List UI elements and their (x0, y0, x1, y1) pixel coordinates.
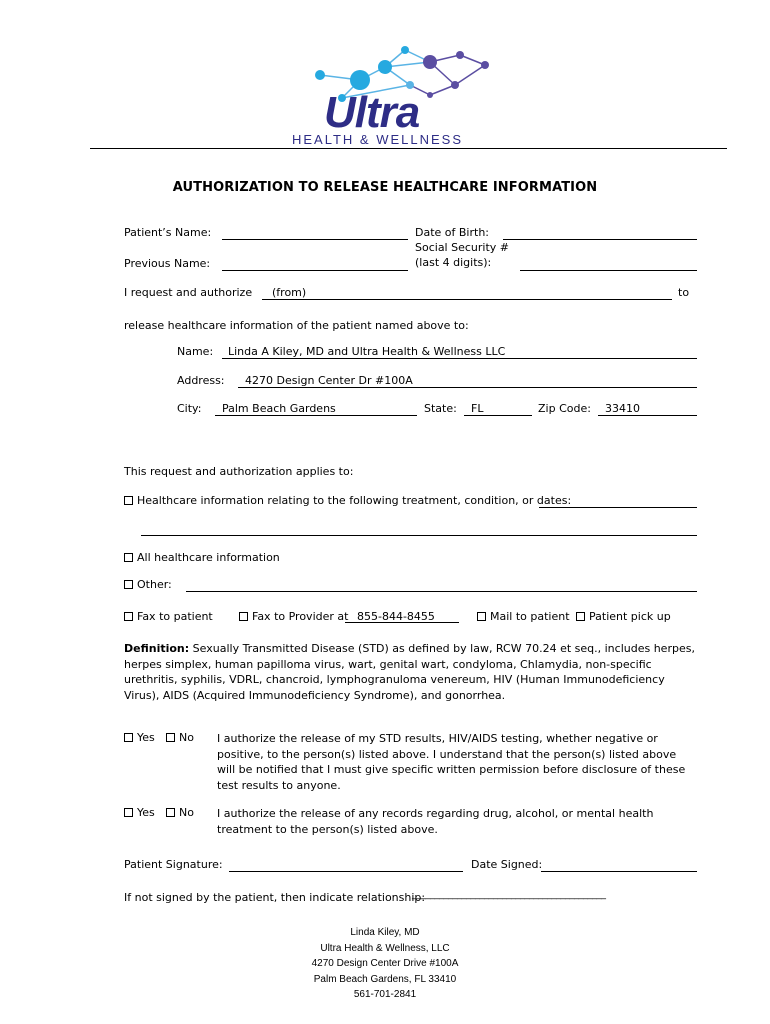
form-title: AUTHORIZATION TO RELEASE HEALTHCARE INFORMATION (172, 180, 598, 195)
footer-city: Palm Beach Gardens, FL 33410 (313, 973, 457, 985)
recipient-address-label: Address: (177, 374, 225, 387)
footer-name: Linda Kiley, MD (350, 927, 420, 938)
fax-patient-label: Fax to patient (137, 610, 213, 623)
relationship-label: If not signed by the patient, then indicate relationship: (124, 891, 426, 904)
ssn-sub-label: (last 4 digits): (415, 256, 492, 269)
option-all[interactable] (124, 551, 280, 564)
footer-company: Ultra Health & Wellness, LLC (320, 942, 450, 954)
logo-subtitle: HEALTH & WELLNESS (292, 132, 464, 147)
checkbox-fax-patient[interactable] (124, 612, 133, 621)
drug-no-label: No (179, 806, 194, 819)
definition-text: Sexually Transmitted Disease (STD) as defined by law, RCW 70.24 et seq., includes herpes, herpes simplex, human papilloma virus, wart, genital wart, condyloma, Chlamydia, non-specific urethritis, syphilis, VDRL, chancroid, lymphogranuloma venereum, HIV (Human Immunodeficiency Virus), AIDS (Acquired Immunodeficiency Syndrome), and gonorrhea. (124, 642, 695, 702)
recipient-city-value: Palm Beach Gardens (222, 402, 336, 415)
dob-field[interactable] (503, 239, 697, 240)
recipient-name-label: Name: (177, 345, 214, 358)
applies-intro: This request and authorization applies to: (124, 465, 354, 478)
ssn-field[interactable] (520, 270, 697, 271)
delivery-fax-provider[interactable] (239, 610, 348, 623)
footer-phone: 561-701-2841 (353, 989, 417, 1000)
request-label: I request and authorize (124, 286, 253, 299)
fax-number-field[interactable] (345, 622, 459, 623)
recipient-state-label: State: (424, 402, 457, 415)
checkbox-other[interactable] (124, 580, 133, 589)
authorize-from-field[interactable] (262, 299, 672, 300)
footer-block (0, 925, 770, 1003)
to-label: to (678, 286, 690, 299)
logo-wordmark: Ultra (324, 88, 420, 137)
definition-label: Definition: (124, 642, 190, 655)
definition-paragraph (124, 641, 697, 703)
option-all-label: All healthcare information (137, 551, 280, 564)
delivery-fax-patient[interactable] (124, 610, 213, 623)
checkbox-std-no[interactable] (166, 733, 175, 742)
footer-address: 4270 Design Center Drive #100A (311, 958, 459, 969)
checkbox-drug-yes[interactable] (124, 808, 133, 817)
recipient-state-value: FL (471, 402, 484, 415)
patient-name-field[interactable] (222, 239, 408, 240)
recipient-address-value: 4270 Design Center Dr #100A (245, 374, 413, 387)
fax-number-value: 855-844-8455 (357, 610, 435, 623)
relationship-field[interactable]: ___________________________________________ (412, 889, 606, 900)
treatment-field[interactable] (539, 507, 697, 508)
delivery-mail[interactable] (477, 610, 570, 623)
ssn-label: Social Security # (415, 241, 509, 254)
checkbox-mail[interactable] (477, 612, 486, 621)
signature-field[interactable] (229, 871, 463, 872)
drug-no[interactable] (166, 806, 194, 819)
previous-name-label: Previous Name: (124, 257, 211, 270)
recipient-city-label: City: (177, 402, 202, 415)
recipient-city-field[interactable] (215, 415, 417, 416)
dob-label: Date of Birth: (415, 226, 490, 239)
option-treatment[interactable] (124, 494, 571, 507)
date-signed-field[interactable] (541, 871, 697, 872)
std-consent-text: I authorize the release of my STD results, HIV/AIDS testing, whether negative or positive, to the person(s) listed above. I understand that the person(s) listed above will be notified that I must give specific written permission before disclosure of these test results to anyone. (217, 732, 686, 792)
company-logo (290, 40, 530, 150)
checkbox-fax-provider[interactable] (239, 612, 248, 621)
from-value: (from) (272, 286, 307, 299)
mail-label: Mail to patient (490, 610, 570, 623)
drug-consent-text: I authorize the release of any records regarding drug, alcohol, or mental health treatment to the person(s) listed above. (217, 807, 654, 836)
recipient-zip-value: 33410 (605, 402, 640, 415)
date-signed-label: Date Signed: (471, 858, 543, 871)
std-no[interactable] (166, 731, 194, 744)
release-text: release healthcare information of the patient named above to: (124, 319, 469, 332)
checkbox-treatment[interactable] (124, 496, 133, 505)
previous-name-field[interactable] (222, 270, 408, 271)
patient-name-label: Patient’s Name: (124, 226, 212, 239)
other-field[interactable] (186, 591, 697, 592)
std-yes-label: Yes (137, 731, 155, 744)
recipient-zip-field[interactable] (598, 415, 697, 416)
checkbox-all[interactable] (124, 553, 133, 562)
checkbox-drug-no[interactable] (166, 808, 175, 817)
pickup-label: Patient pick up (589, 610, 671, 623)
std-yes[interactable] (124, 731, 155, 744)
checkbox-std-yes[interactable] (124, 733, 133, 742)
option-other-label: Other: (137, 578, 172, 591)
checkbox-pickup[interactable] (576, 612, 585, 621)
std-no-label: No (179, 731, 194, 744)
signature-label: Patient Signature: (124, 858, 223, 871)
recipient-zip-label: Zip Code: (538, 402, 591, 415)
drug-yes[interactable] (124, 806, 155, 819)
option-other[interactable] (124, 578, 172, 591)
header-divider (90, 148, 727, 149)
recipient-name-field[interactable] (222, 358, 697, 359)
recipient-name-value: Linda A Kiley, MD and Ultra Health & Wellness LLC (228, 345, 506, 358)
delivery-pickup[interactable] (576, 610, 671, 623)
treatment-field-line2[interactable] (141, 535, 697, 536)
option-treatment-label: Healthcare information relating to the following treatment, condition, or dates: (137, 494, 572, 507)
drug-yes-label: Yes (137, 806, 155, 819)
recipient-address-field[interactable] (238, 387, 697, 388)
fax-provider-label: Fax to Provider at (252, 610, 349, 623)
recipient-state-field[interactable] (464, 415, 532, 416)
